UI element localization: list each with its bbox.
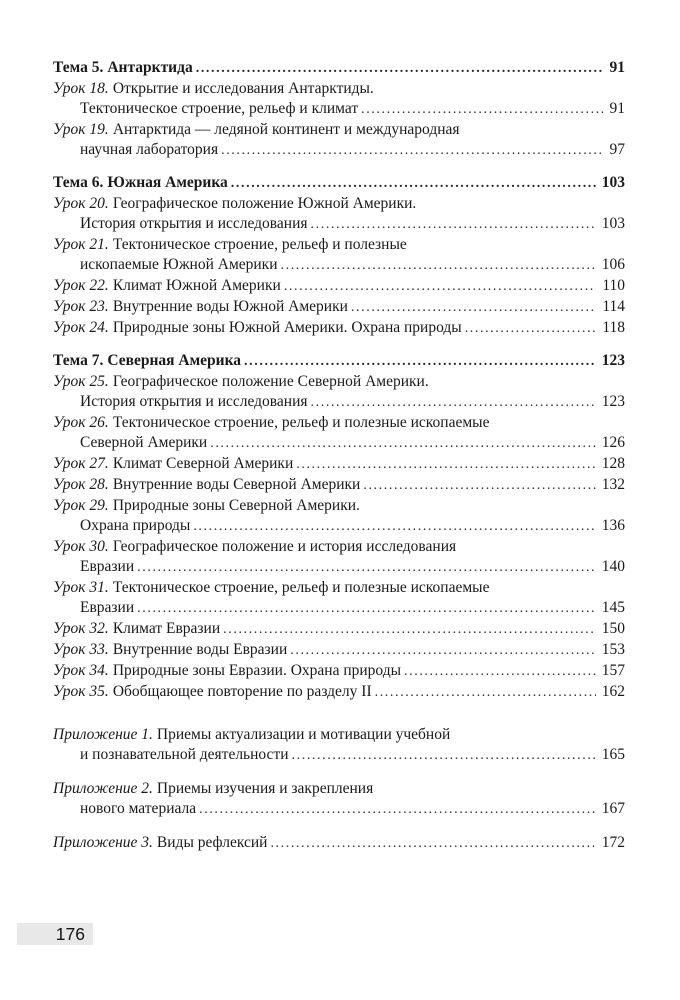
entry-label: Урок 22. [53, 277, 109, 294]
toc-lesson-row [53, 194, 625, 214]
entry-page: 114 [602, 298, 625, 315]
toc-lesson-row [53, 255, 625, 276]
entry-text: Природные зоны Евразии. Охрана природы [112, 662, 402, 679]
dot-leader [292, 745, 596, 766]
dot-leader [210, 433, 596, 454]
toc-lesson-row [53, 516, 625, 537]
entry-label: Приложение 1. [53, 726, 153, 743]
entry-text: Внутренние воды Южной Америки [112, 298, 348, 315]
entry-text: Виды рефлексий [156, 834, 268, 851]
dot-leader [244, 351, 596, 372]
entry-text: Антарктида — ледяной континент и международная [112, 121, 460, 138]
entry-label: Урок 33. [53, 641, 109, 658]
toc-appendix-row [53, 779, 625, 799]
entry-page: 103 [601, 215, 625, 232]
dot-leader [296, 454, 596, 475]
entry-text: ископаемые Южной Америки [80, 256, 278, 273]
toc-lesson-row [53, 413, 625, 433]
entry-label: Урок 24. [53, 319, 109, 336]
dot-leader [284, 276, 597, 297]
entry-label: Урок 35. [53, 683, 109, 700]
toc-appendix [53, 779, 625, 820]
dot-leader [270, 833, 595, 854]
toc-lesson-row [53, 433, 625, 454]
toc-lesson-row [53, 598, 625, 619]
dot-leader [281, 255, 596, 276]
toc-lesson-row [53, 578, 625, 598]
entry-page: 97 [609, 141, 625, 158]
entry-text: Внутренние воды Северной Америки [112, 476, 361, 493]
entry-page: 172 [601, 834, 625, 851]
toc-theme-row [53, 173, 625, 194]
toc-appendix-row [53, 725, 625, 745]
dot-leader [351, 297, 596, 318]
entry-text: Климат Северной Америки [112, 455, 294, 472]
entry-text: Приемы актуализации и мотивации учебной [156, 726, 451, 743]
toc-lesson-row [53, 79, 625, 99]
dot-leader [193, 516, 595, 537]
entry-text: Евразии [80, 558, 135, 575]
entry-page: 110 [602, 277, 625, 294]
entry-page: 106 [601, 256, 625, 273]
entry-label: Тема 7. [53, 352, 104, 369]
entry-label: Урок 19. [53, 121, 109, 138]
dot-leader [223, 619, 596, 640]
entry-page: 103 [601, 174, 625, 191]
toc-lesson-row [53, 475, 625, 496]
entry-page: 150 [601, 620, 625, 637]
entry-label: Приложение 2. [53, 780, 153, 797]
entry-text: Климат Южной Америки [112, 277, 281, 294]
dot-leader [361, 99, 603, 120]
entry-page: 162 [601, 683, 625, 700]
toc-lesson-row [53, 297, 625, 318]
toc-lesson-row [53, 661, 625, 682]
toc-section [53, 351, 625, 703]
entry-label: Урок 26. [53, 414, 109, 431]
entry-text: Тектоническое строение, рельеф и климат [80, 100, 359, 117]
dot-leader [363, 475, 595, 496]
entry-text: нового материала [80, 800, 197, 817]
entry-label: Урок 21. [53, 236, 109, 253]
entry-text: научная лаборатория [80, 141, 219, 158]
entry-label: Урок 32. [53, 620, 109, 637]
entry-label: Урок 18. [53, 80, 109, 97]
entry-page: 126 [601, 434, 625, 451]
entry-label: Урок 25. [53, 373, 109, 390]
entry-text: Климат Евразии [112, 620, 221, 637]
dot-leader [465, 318, 597, 339]
entry-text: Географическое положение Южной Америки. [112, 195, 417, 212]
dot-leader [196, 58, 604, 79]
dot-leader [311, 214, 596, 235]
entry-page: 128 [601, 455, 625, 472]
entry-text: Приемы изучения и закрепления [156, 780, 374, 797]
toc-section [53, 58, 625, 161]
entry-page: 91 [609, 100, 625, 117]
entry-label: Урок 23. [53, 298, 109, 315]
entry-label: Урок 29. [53, 497, 109, 514]
toc-appendix-row [53, 799, 625, 820]
dot-leader [137, 598, 596, 619]
dot-leader [137, 557, 596, 578]
entry-text: Природные зоны Южной Америки. Охрана природы [112, 319, 462, 336]
entry-label: Урок 31. [53, 579, 109, 596]
toc-lesson-row [53, 454, 625, 475]
entry-text: Северная Америка [107, 352, 242, 369]
page-number-badge [17, 923, 93, 945]
toc-lesson-row [53, 496, 625, 516]
entry-page: 157 [601, 662, 625, 679]
entry-page: 123 [601, 352, 625, 369]
toc-lesson-row [53, 537, 625, 557]
entry-text: Антарктида [107, 59, 193, 76]
dot-leader [231, 173, 596, 194]
toc-theme-row [53, 351, 625, 372]
entry-text: Природные зоны Северной Америки. [112, 497, 360, 514]
toc-lesson-row [53, 318, 625, 339]
entry-page: 153 [601, 641, 625, 658]
entry-label: Урок 28. [53, 476, 109, 493]
toc-lesson-row [53, 235, 625, 255]
entry-text: Тектоническое строение, рельеф и полезные ископаемые [112, 414, 490, 431]
toc-appendix [53, 725, 625, 766]
toc-lesson-row [53, 372, 625, 392]
dot-leader [199, 799, 596, 820]
toc-appendix [53, 833, 625, 854]
entry-label: Тема 5. [53, 59, 104, 76]
entry-text: Географическое положение Северной Америки. [112, 373, 429, 390]
entry-text: и познавательной деятельности [80, 746, 289, 763]
toc-lesson-row [53, 99, 625, 120]
entry-text: Географическое положение и история исследования [112, 538, 457, 555]
entry-text: Открытие и исследования Антарктиды. [112, 80, 374, 97]
entry-page: 123 [601, 393, 625, 410]
toc-lesson-row [53, 682, 625, 703]
entry-label: Урок 34. [53, 662, 109, 679]
toc-lesson-row [53, 619, 625, 640]
dot-leader [290, 640, 596, 661]
entry-text: Внутренние воды Евразии [112, 641, 288, 658]
toc [53, 58, 625, 854]
entry-text: Северной Америки [80, 434, 208, 451]
dot-leader [221, 140, 603, 161]
toc-section [53, 173, 625, 339]
page-number: 176 [55, 923, 85, 944]
toc-lesson-row [53, 392, 625, 413]
toc-lesson-row [53, 214, 625, 235]
entry-page: 118 [602, 319, 625, 336]
toc-lesson-row [53, 120, 625, 140]
toc-theme-row [53, 58, 625, 79]
entry-text: Тектоническое строение, рельеф и полезные [112, 236, 407, 253]
dot-leader [375, 682, 596, 703]
entry-page: 140 [601, 558, 625, 575]
entry-label: Урок 20. [53, 195, 109, 212]
entry-text: История открытия и исследования [80, 393, 308, 410]
entry-label: Урок 30. [53, 538, 109, 555]
entry-page: 91 [609, 59, 625, 76]
dot-leader [404, 661, 596, 682]
toc-appendix-row [53, 745, 625, 766]
entry-text: Южная Америка [107, 174, 228, 191]
entry-text: Евразии [80, 599, 135, 616]
toc-lesson-row [53, 557, 625, 578]
toc-appendix-row [53, 833, 625, 854]
entry-page: 145 [601, 599, 625, 616]
entry-text: Охрана природы [80, 517, 191, 534]
entry-label: Приложение 3. [53, 834, 153, 851]
entry-page: 132 [601, 476, 625, 493]
toc-lesson-row [53, 140, 625, 161]
entry-label: Тема 6. [53, 174, 104, 191]
toc-appendices [53, 725, 625, 854]
entry-text: Тектоническое строение, рельеф и полезные ископаемые [112, 579, 490, 596]
entry-page: 136 [601, 517, 625, 534]
toc-lesson-row [53, 640, 625, 661]
entry-page: 167 [601, 800, 625, 817]
toc-lesson-row [53, 276, 625, 297]
entry-page: 165 [601, 746, 625, 763]
entry-text: История открытия и исследования [80, 215, 308, 232]
entry-label: Урок 27. [53, 455, 109, 472]
dot-leader [311, 392, 596, 413]
entry-text: Обобщающее повторение по разделу II [112, 683, 372, 700]
toc-sections [53, 58, 625, 703]
